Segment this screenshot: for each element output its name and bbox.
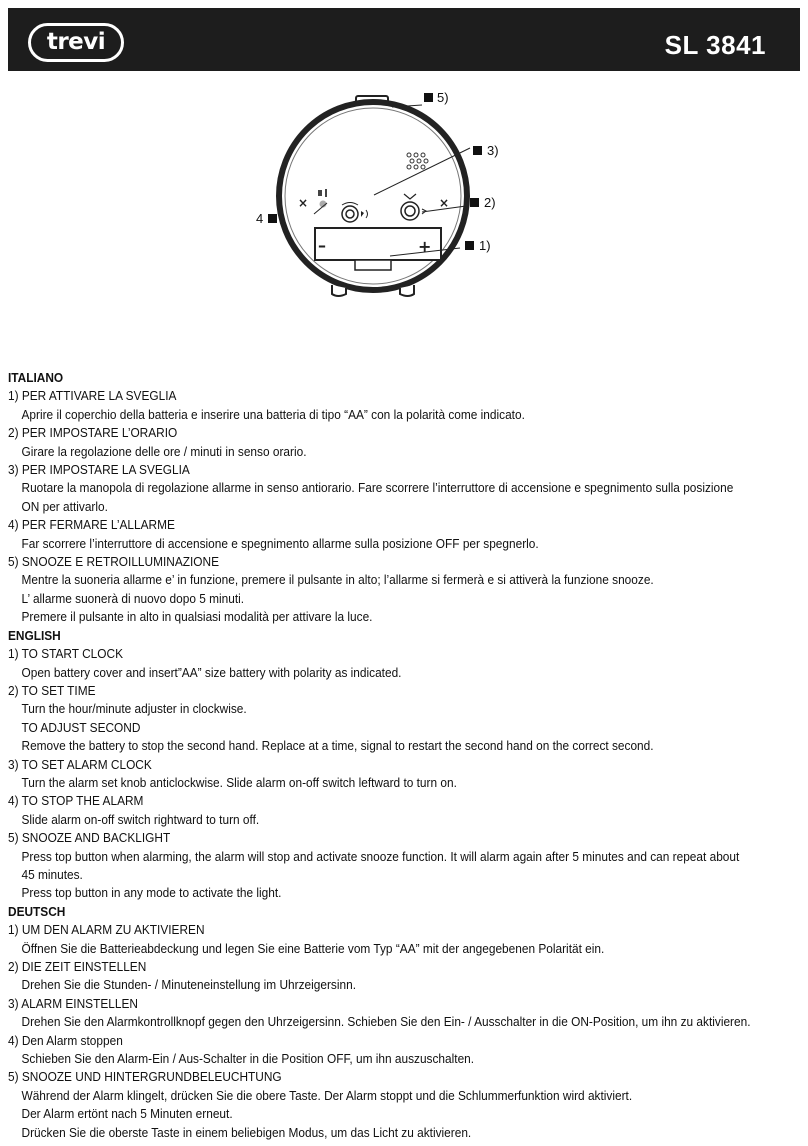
step-text: Drücken Sie die oberste Taste in einem beliebigen Modus, um das Licht zu aktivieren. (21, 1124, 472, 1140)
clock-back-diagram (190, 88, 530, 303)
step-text: TO ADJUST SECOND (21, 719, 141, 735)
step-text: L’ allarme suonerà di nuovo dopo 5 minuti. (21, 590, 245, 606)
step-text: Ruotare la manopola di regolazione allarme in senso antiorario. Fare scorrere l’interruttore di accensione e spegnimento sulla posizione (21, 480, 734, 496)
section-title: ENGLISH (8, 627, 61, 643)
step-text: ON per attivarlo. (21, 498, 108, 514)
step-text: Öffnen Sie die Batterieabdeckung und legen Sie eine Batterie vom Typ “AA” mit der angegebenen Polarität ein. (21, 940, 605, 956)
step-heading: 1) PER ATTIVARE LA SVEGLIA (8, 388, 177, 404)
step-text: Premere il pulsante in alto in qualsiasi modalità per attivare la luce. (21, 609, 373, 625)
step-text: Remove the battery to stop the second hand. Replace at a time, signal to restart the second hand on the correct second. (21, 738, 654, 754)
step-heading: 5) SNOOZE UND HINTERGRUNDBELEUCHTUNG (8, 1069, 282, 1085)
step-heading: 4) TO STOP THE ALARM (8, 793, 144, 809)
callout-marker (473, 146, 482, 155)
step-heading: 3) ALARM EINSTELLEN (8, 995, 138, 1011)
callout-marker (470, 198, 479, 207)
step-text: Open battery cover and insert”AA” size battery with polarity as indicated. (21, 664, 402, 680)
section-title: DEUTSCH (8, 903, 66, 919)
callout-label: 3) (487, 143, 499, 158)
step-text: Girare la regolazione delle ore / minuti in senso orario. (21, 443, 307, 459)
step-text: Der Alarm ertönt nach 5 Minuten erneut. (21, 1106, 233, 1122)
step-text: Während der Alarm klingelt, drücken Sie die obere Taste. Der Alarm stoppt und die Schlummerfunktion wird aktiviert. (21, 1087, 633, 1103)
model-number: SL 3841 (664, 30, 766, 60)
callout-marker (465, 241, 474, 250)
step-text: Turn the alarm set knob anticlockwise. Slide alarm on-off switch leftward to turn on. (21, 774, 457, 790)
step-text: Turn the hour/minute adjuster in clockwise. (21, 701, 247, 717)
svg-text:×: × (298, 196, 309, 210)
callout-label: 1) (479, 238, 491, 253)
brand-logo: trevi (28, 23, 124, 62)
callout-label: 2) (484, 195, 496, 210)
step-text: Press top button in any mode to activate the light. (21, 885, 282, 901)
step-text: Press top button when alarming, the alarm will stop and activate snooze function. It will alarm again after 5 minutes and can repeat about (21, 848, 740, 864)
step-heading: 3) PER IMPOSTARE LA SVEGLIA (8, 462, 190, 478)
section-title: ITALIANO (8, 370, 64, 385)
step-heading: 4) Den Alarm stoppen (8, 1032, 123, 1048)
step-text: Drehen Sie die Stunden- / Minuteneinstellung im Uhrzeigersinn. (21, 977, 356, 993)
callout-label: 5) (437, 90, 449, 105)
step-text: Schieben Sie den Alarm-Ein / Aus-Schalter in die Position OFF, um ihn auszuschalten. (21, 1051, 475, 1067)
step-text: Mentre la suoneria allarme e’ in funzione, premere il pulsante in alto; l’allarme si fermerà e si attiverà la funzione snooze. (21, 572, 654, 588)
step-heading: 4) PER FERMARE L’ALLARME (8, 517, 175, 533)
callout-marker (424, 93, 433, 102)
step-heading: 1) TO START CLOCK (8, 646, 123, 662)
step-heading: 2) DIE ZEIT EINSTELLEN (8, 959, 147, 974)
step-heading: 5) SNOOZE AND BACKLIGHT (8, 830, 171, 846)
svg-text:+: + (418, 237, 432, 256)
step-heading: 3) TO SET ALARM CLOCK (8, 756, 152, 772)
step-text: 45 minutes. (21, 866, 83, 882)
step-text: Aprire il coperchio della batteria e inserire una batteria di tipo “AA” con la polarità come indicato. (21, 406, 525, 422)
step-heading: 1) UM DEN ALARM ZU AKTIVIEREN (8, 922, 205, 938)
step-text: Drehen Sie den Alarmkontrollknopf gegen den Uhrzeigersinn. Schieben Sie den Ein- / Ausschalter in die ON-Position, um ihn zu aktivieren. (21, 1014, 751, 1030)
svg-text:–: – (318, 236, 326, 255)
step-text: Slide alarm on-off switch rightward to turn off. (21, 811, 260, 827)
svg-text:×: × (439, 196, 450, 210)
step-heading: 5) SNOOZE E RETROILLUMINAZIONE (8, 554, 220, 570)
step-heading: 2) TO SET TIME (8, 682, 96, 698)
callout-marker (268, 214, 277, 223)
manual-text (8, 369, 751, 1142)
step-text: Far scorrere l’interruttore di accensione e spegnimento allarme sulla posizione OFF per spegnerlo. (21, 535, 539, 551)
callout-label: 4 (256, 211, 264, 226)
step-heading: 2) PER IMPOSTARE L’ORARIO (8, 425, 178, 441)
page-header (8, 8, 800, 71)
